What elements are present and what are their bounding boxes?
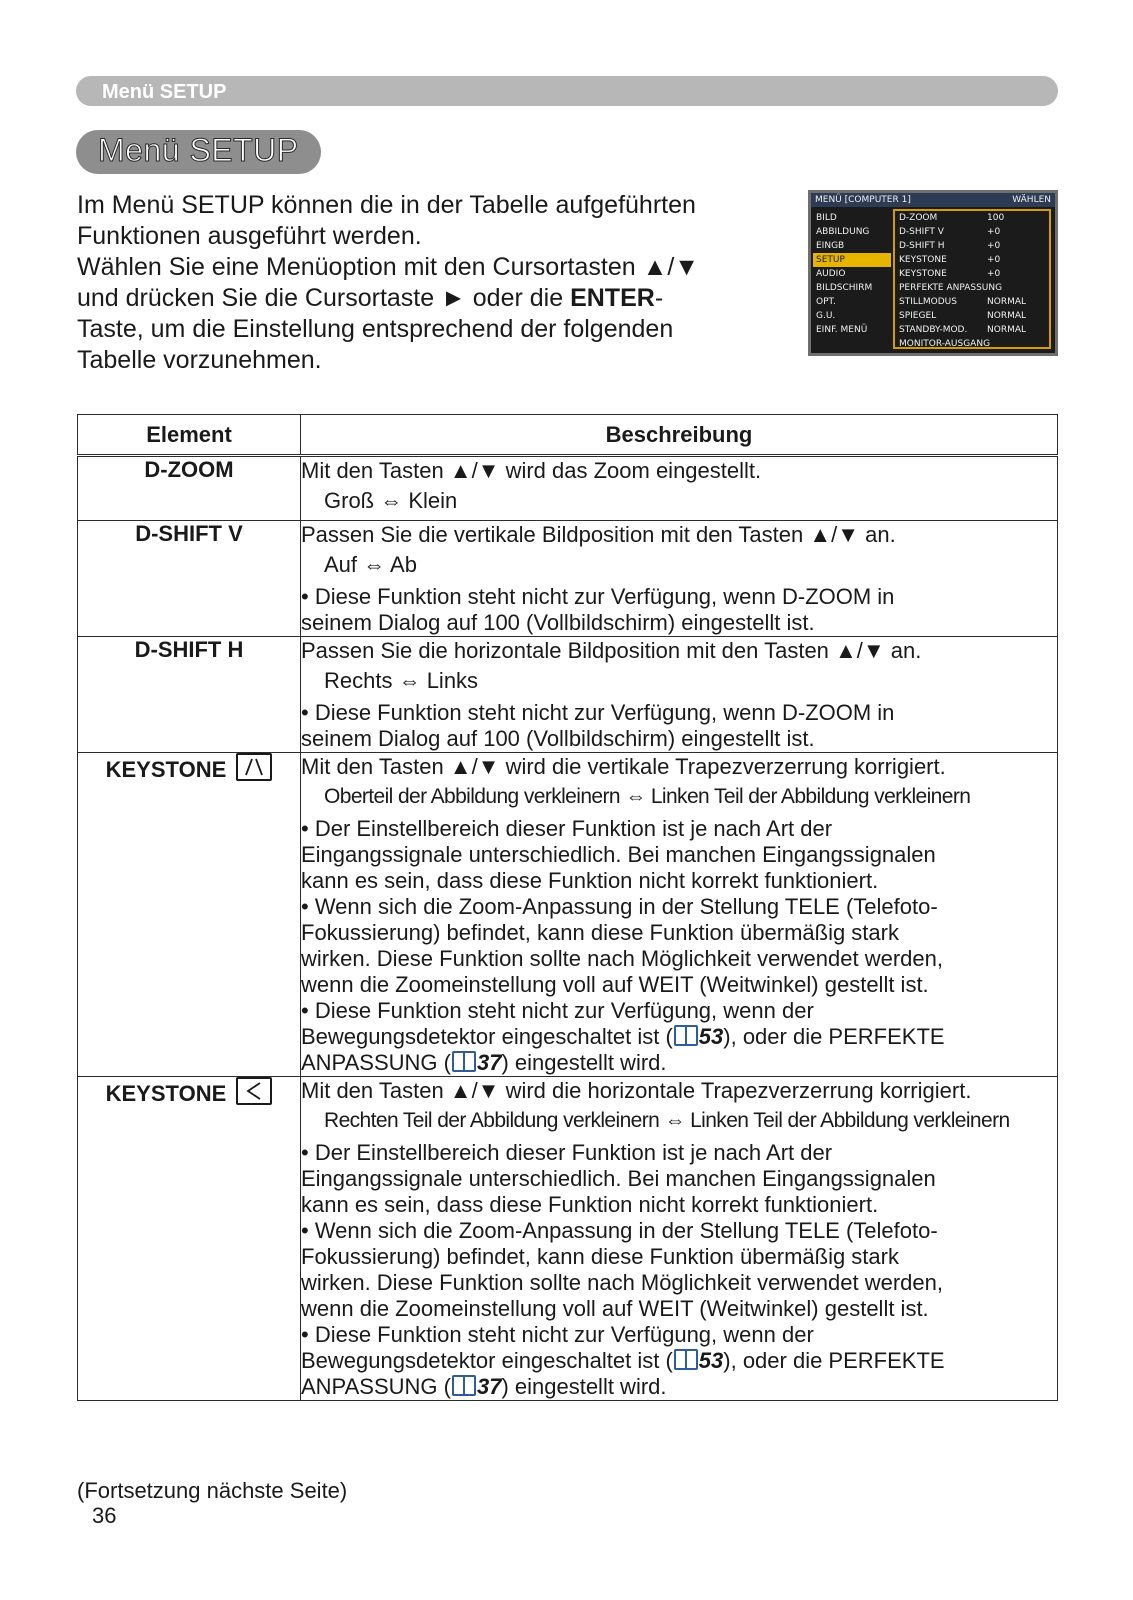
intro-text: - xyxy=(654,284,664,312)
osd-row-key: STANDBY-MOD. xyxy=(899,325,968,335)
osd-row xyxy=(895,267,1049,281)
osd-category: BILDSCHIRM xyxy=(816,283,873,293)
osd-menu-header xyxy=(811,193,1055,207)
osd-row-value: +0 xyxy=(987,269,1001,279)
osd-row xyxy=(895,323,1049,337)
setup-menu-table xyxy=(77,414,1058,1401)
note-text: ), oder die PERFEKTE xyxy=(723,1348,945,1373)
element-name: D-SHIFT H xyxy=(78,637,301,753)
note-text: ANPASSUNG ( xyxy=(301,1374,451,1399)
page-title-pill xyxy=(76,130,321,174)
osd-row-key: KEYSTONE xyxy=(899,269,947,279)
osd-row-key: MONITOR-AUSGANG xyxy=(899,339,991,349)
note-line: • Diese Funktion steht nicht zur Verfügung, wenn D-ZOOM in xyxy=(301,700,895,725)
intro-text: und drücken Sie die Cursortaste ► oder die xyxy=(77,284,571,312)
note-line: • Diese Funktion steht nicht zur Verfügung, wenn der xyxy=(301,1322,814,1347)
description-main: Passen Sie die vertikale Bildposition mit den Tasten ▲/▼ an. xyxy=(301,522,896,547)
element-name-cell xyxy=(78,1077,301,1401)
note-text: ) eingestellt wird. xyxy=(501,1050,667,1075)
osd-row xyxy=(895,239,1049,253)
osd-category: EINGB xyxy=(816,241,845,251)
book-icon xyxy=(452,1375,476,1396)
osd-row xyxy=(895,281,1049,295)
book-icon xyxy=(452,1051,476,1072)
element-name: KEYSTONE xyxy=(105,757,227,782)
osd-menu-title: MENÜ [COMPUTER 1] xyxy=(815,195,911,205)
section-header-bar xyxy=(76,76,1058,106)
description-main: Mit den Tasten ▲/▼ wird das Zoom eingestellt. xyxy=(301,458,762,483)
osd-select-hint: WÄHLEN xyxy=(1012,195,1051,205)
note-line: • Wenn sich die Zoom-Anpassung in der Stellung TELE (Telefoto- xyxy=(301,894,938,919)
table-row xyxy=(78,753,1058,1077)
note-line: Fokussierung) befindet, kann diese Funktion übermäßig stark xyxy=(301,920,899,945)
osd-category: OPT. xyxy=(816,297,836,307)
note-line: wirken. Diese Funktion sollte nach Möglichkeit verwendet werden, xyxy=(301,1270,943,1295)
note-line: wenn die Zoomeinstellung voll auf WEIT (Weitwinkel) gestellt ist. xyxy=(301,972,929,997)
osd-row xyxy=(895,309,1049,323)
column-header-description: Beschreibung xyxy=(301,415,1058,456)
osd-row-value: NORMAL xyxy=(987,311,1027,321)
osd-row-value: NORMAL xyxy=(987,297,1027,307)
value-range: Groß ⇔ Klein xyxy=(324,488,458,513)
intro-paragraph xyxy=(77,190,777,376)
intro-line: Im Menü SETUP können die in der Tabelle aufgeführten xyxy=(77,191,696,219)
element-description xyxy=(301,456,1058,521)
osd-category: EINF. MENÜ xyxy=(816,325,868,335)
note-text: ANPASSUNG ( xyxy=(301,1050,451,1075)
element-name-cell xyxy=(78,753,301,1077)
osd-row-value: +0 xyxy=(987,227,1001,237)
osd-row xyxy=(895,253,1049,267)
note-line: seinem Dialog auf 100 (Vollbildschirm) eingestellt ist. xyxy=(301,610,815,635)
osd-row-value: NORMAL xyxy=(987,325,1027,335)
page-reference-link[interactable]: 53 xyxy=(698,1024,724,1049)
note-line xyxy=(301,1024,1057,1050)
table-row xyxy=(78,521,1058,637)
note-text: ), oder die PERFEKTE xyxy=(723,1024,945,1049)
osd-row-key: PERFEKTE ANPASSUNG xyxy=(899,283,1003,293)
value-range: Rechts ⇔ Links xyxy=(324,668,479,693)
note-line: wirken. Diese Funktion sollte nach Möglichkeit verwendet werden, xyxy=(301,946,943,971)
table-row xyxy=(78,1077,1058,1401)
osd-row-key: D-ZOOM xyxy=(899,213,938,223)
value-range: Oberteil der Abbildung verkleinern ⇔ Linken Teil der Abbildung verkleinern xyxy=(324,785,971,808)
element-name: KEYSTONE xyxy=(105,1081,227,1106)
note-line: • Der Einstellbereich dieser Funktion ist je nach Art der xyxy=(301,816,833,841)
description-main: Passen Sie die horizontale Bildposition mit den Tasten ▲/▼ an. xyxy=(301,638,922,663)
continued-note: (Fortsetzung nächste Seite) xyxy=(77,1478,348,1503)
osd-row xyxy=(895,337,1049,351)
osd-setup-items xyxy=(893,209,1051,349)
column-header-element: Element xyxy=(78,415,301,456)
osd-row-value: 100 xyxy=(987,213,1005,223)
description-main: Mit den Tasten ▲/▼ wird die horizontale Trapezverzerrung korrigiert. xyxy=(301,1078,972,1103)
note-line: kann es sein, dass diese Funktion nicht korrekt funktioniert. xyxy=(301,868,879,893)
element-description xyxy=(301,637,1058,753)
page-number: 36 xyxy=(92,1503,117,1528)
note-line xyxy=(301,1050,1057,1076)
intro-line: Taste, um die Einstellung entsprechend der folgenden xyxy=(77,315,674,343)
osd-row xyxy=(895,211,1049,225)
note-line xyxy=(301,1348,1057,1374)
value-range: Auf ⇔ Ab xyxy=(324,552,417,577)
note-line: Fokussierung) befindet, kann diese Funktion übermäßig stark xyxy=(301,1244,899,1269)
element-description xyxy=(301,753,1058,1077)
osd-row-key: D-SHIFT H xyxy=(899,241,945,251)
value-range: Rechten Teil der Abbildung verkleinern ⇔ Linken Teil der Abbildung verkleinern xyxy=(324,1109,1010,1132)
page-title: Menü SETUP xyxy=(98,132,299,168)
note-text: Bewegungsdetektor eingeschaltet ist ( xyxy=(301,1024,673,1049)
keystone-vertical-icon xyxy=(236,753,272,781)
osd-menu-screenshot xyxy=(808,190,1058,356)
table-header-row xyxy=(78,415,1058,456)
note-line xyxy=(301,1374,1057,1400)
note-line: • Der Einstellbereich dieser Funktion ist je nach Art der xyxy=(301,1140,833,1165)
element-name: D-SHIFT V xyxy=(78,521,301,637)
intro-line: Tabelle vorzunehmen. xyxy=(77,346,322,374)
element-name: D-ZOOM xyxy=(78,456,301,521)
table-row xyxy=(78,456,1058,521)
page-reference-link[interactable]: 37 xyxy=(476,1050,502,1075)
osd-category-selected: SETUP xyxy=(813,253,891,267)
keystone-horizontal-icon xyxy=(236,1077,272,1105)
element-description xyxy=(301,1077,1058,1401)
osd-row-key: KEYSTONE xyxy=(899,255,947,265)
osd-category: BILD xyxy=(816,213,837,223)
note-line: wenn die Zoomeinstellung voll auf WEIT (Weitwinkel) gestellt ist. xyxy=(301,1296,929,1321)
page-reference-link[interactable]: 37 xyxy=(476,1374,502,1399)
osd-row-key: D-SHIFT V xyxy=(899,227,944,237)
intro-line: Funktionen ausgeführt werden. xyxy=(77,222,422,250)
osd-row-key: SPIEGEL xyxy=(899,311,937,321)
osd-menu-categories xyxy=(813,211,891,337)
osd-category: G.U. xyxy=(816,311,836,321)
osd-category: ABBILDUNG xyxy=(816,227,870,237)
osd-row xyxy=(895,225,1049,239)
note-line: • Diese Funktion steht nicht zur Verfügung, wenn der xyxy=(301,998,814,1023)
note-line: • Diese Funktion steht nicht zur Verfügung, wenn D-ZOOM in xyxy=(301,584,895,609)
enter-key-label: ENTER xyxy=(570,284,655,312)
description-main: Mit den Tasten ▲/▼ wird die vertikale Trapezverzerrung korrigiert. xyxy=(301,754,946,779)
table-row xyxy=(78,637,1058,753)
book-icon xyxy=(674,1025,698,1046)
book-icon xyxy=(674,1349,698,1370)
note-line: Eingangssignale unterschiedlich. Bei manchen Eingangssignalen xyxy=(301,1166,936,1191)
section-header-label: Menü SETUP xyxy=(102,81,227,103)
note-text: ) eingestellt wird. xyxy=(501,1374,667,1399)
osd-row-value: +0 xyxy=(987,241,1001,251)
osd-row-key: STILLMODUS xyxy=(899,297,957,307)
note-line: Eingangssignale unterschiedlich. Bei manchen Eingangssignalen xyxy=(301,842,936,867)
intro-line: Wählen Sie eine Menüoption mit den Cursortasten ▲/▼ xyxy=(77,253,700,281)
note-line: seinem Dialog auf 100 (Vollbildschirm) eingestellt ist. xyxy=(301,726,815,751)
page-reference-link[interactable]: 53 xyxy=(698,1348,724,1373)
osd-row xyxy=(895,295,1049,309)
note-line: kann es sein, dass diese Funktion nicht korrekt funktioniert. xyxy=(301,1192,879,1217)
intro-line xyxy=(77,283,777,314)
note-text: Bewegungsdetektor eingeschaltet ist ( xyxy=(301,1348,673,1373)
note-line: • Wenn sich die Zoom-Anpassung in der Stellung TELE (Telefoto- xyxy=(301,1218,938,1243)
osd-category: AUDIO xyxy=(816,269,846,279)
element-description xyxy=(301,521,1058,637)
osd-row-value: +0 xyxy=(987,255,1001,265)
